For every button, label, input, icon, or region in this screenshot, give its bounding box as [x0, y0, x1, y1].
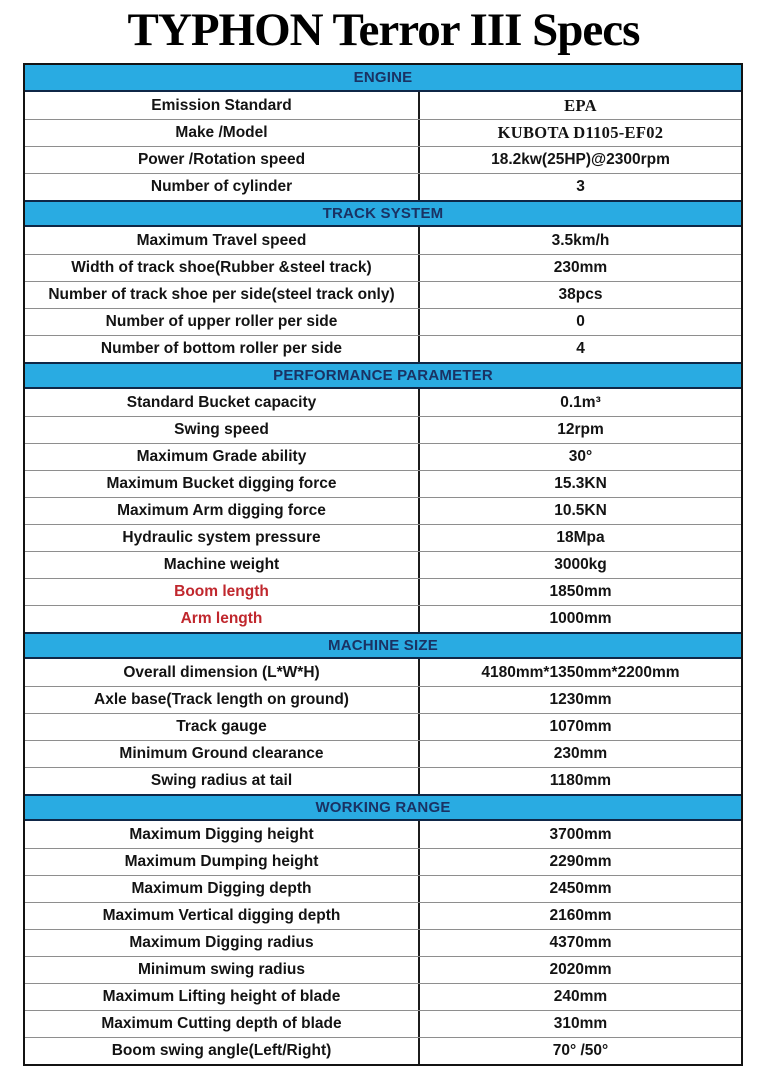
spec-label: Number of cylinder: [25, 174, 420, 200]
spec-value: 3.5km/h: [551, 231, 610, 249]
spec-row: [25, 956, 741, 983]
spec-label: Hydraulic system pressure: [25, 525, 420, 551]
spec-value: 15.3KN: [554, 475, 607, 492]
spec-value: EPA: [564, 95, 597, 115]
spec-row: [25, 686, 741, 713]
spec-label: Standard Bucket capacity: [25, 389, 420, 416]
spec-value: 4: [576, 340, 585, 357]
spec-label: Power /Rotation speed: [25, 147, 420, 173]
spec-label: Minimum swing radius: [25, 957, 420, 983]
spec-label: Maximum Cutting depth of blade: [25, 1011, 420, 1037]
spec-value: 2450mm: [549, 880, 612, 897]
spec-row: [25, 740, 741, 767]
section-header: ENGINE: [25, 65, 741, 92]
spec-value: 30°: [568, 448, 593, 465]
spec-label: Boom swing angle(Left/Right): [25, 1038, 420, 1064]
spec-value: 310mm: [553, 1015, 608, 1032]
spec-value: 3000kg: [554, 556, 607, 573]
spec-value: 70° /50°: [552, 1042, 609, 1059]
section-header: MACHINE SIZE: [25, 632, 741, 659]
spec-value: KUBOTA D1105-EF02: [497, 123, 664, 142]
spec-label: Maximum Grade ability: [25, 444, 420, 470]
spec-label: Swing radius at tail: [25, 768, 420, 794]
spec-label: Make /Model: [25, 120, 420, 146]
spec-label: Minimum Ground clearance: [25, 741, 420, 767]
spec-row: [25, 983, 741, 1010]
spec-row: [25, 848, 741, 875]
spec-row: [25, 254, 741, 281]
spec-label: Boom length: [25, 579, 420, 605]
spec-row: [25, 335, 741, 362]
spec-label: Maximum Digging radius: [25, 930, 420, 956]
spec-value: 230mm: [553, 745, 608, 762]
spec-label: Number of bottom roller per side: [25, 336, 420, 362]
spec-value: 230mm: [553, 259, 608, 276]
section-header: PERFORMANCE PARAMETER: [25, 362, 741, 389]
spec-label: Overall dimension (L*W*H): [25, 659, 420, 686]
spec-row: [25, 389, 741, 416]
spec-row: [25, 1010, 741, 1037]
spec-row: [25, 281, 741, 308]
spec-label: Maximum Lifting height of blade: [25, 984, 420, 1010]
spec-value: 3700mm: [549, 825, 612, 843]
spec-row: [25, 146, 741, 173]
spec-value: 3: [576, 178, 585, 195]
spec-row: [25, 227, 741, 254]
spec-row: [25, 659, 741, 686]
spec-value: 1230mm: [549, 691, 612, 708]
spec-row: [25, 821, 741, 848]
spec-label: Maximum Travel speed: [25, 227, 420, 254]
spec-row: [25, 578, 741, 605]
spec-label: Emission Standard: [25, 92, 420, 119]
spec-row: [25, 443, 741, 470]
spec-row: [25, 767, 741, 794]
spec-value: 1070mm: [549, 718, 612, 735]
spec-value: 12rpm: [557, 421, 604, 438]
spec-row: [25, 470, 741, 497]
spec-row: [25, 929, 741, 956]
spec-row: [25, 605, 741, 632]
spec-value: 1850mm: [549, 583, 612, 600]
spec-value: 18.2kw(25HP)@2300rpm: [491, 151, 670, 168]
spec-label: Number of upper roller per side: [25, 309, 420, 335]
spec-row: [25, 308, 741, 335]
spec-value: 38pcs: [558, 286, 603, 303]
spec-label: Maximum Dumping height: [25, 849, 420, 875]
section-header: TRACK SYSTEM: [25, 200, 741, 227]
spec-value: 0: [576, 313, 585, 330]
spec-row: [25, 497, 741, 524]
spec-label: Axle base(Track length on ground): [25, 687, 420, 713]
spec-value: 1000mm: [549, 610, 612, 627]
spec-value: 18Mpa: [556, 529, 605, 546]
spec-row: [25, 416, 741, 443]
spec-label: Maximum Vertical digging depth: [25, 903, 420, 929]
specs-table: [23, 63, 743, 1066]
spec-value: 2290mm: [549, 853, 612, 870]
spec-row: [25, 551, 741, 578]
spec-label: Number of track shoe per side(steel track only): [25, 282, 420, 308]
spec-value: 2160mm: [549, 907, 612, 924]
spec-value: 10.5KN: [554, 502, 607, 519]
spec-value: 1180mm: [549, 772, 612, 789]
spec-row: [25, 92, 741, 119]
spec-row: [25, 119, 741, 146]
spec-row: [25, 713, 741, 740]
spec-value: 0.1m³: [560, 393, 601, 411]
spec-row: [25, 875, 741, 902]
spec-label: Maximum Arm digging force: [25, 498, 420, 524]
spec-row: [25, 173, 741, 200]
spec-label: Track gauge: [25, 714, 420, 740]
spec-label: Maximum Digging height: [25, 821, 420, 848]
spec-value: 4370mm: [549, 934, 612, 951]
spec-value: 2020mm: [549, 961, 612, 978]
spec-row: [25, 524, 741, 551]
spec-label: Swing speed: [25, 417, 420, 443]
section-header: WORKING RANGE: [25, 794, 741, 821]
spec-label: Maximum Bucket digging force: [25, 471, 420, 497]
spec-label: Arm length: [25, 606, 420, 632]
spec-label: Width of track shoe(Rubber &steel track): [25, 255, 420, 281]
spec-value: 240mm: [553, 988, 608, 1005]
spec-label: Maximum Digging depth: [25, 876, 420, 902]
spec-row: [25, 1037, 741, 1064]
spec-value: 4180mm*1350mm*2200mm: [481, 663, 680, 681]
page-title: TYPHON Terror III Specs: [127, 4, 640, 56]
spec-label: Machine weight: [25, 552, 420, 578]
spec-row: [25, 902, 741, 929]
